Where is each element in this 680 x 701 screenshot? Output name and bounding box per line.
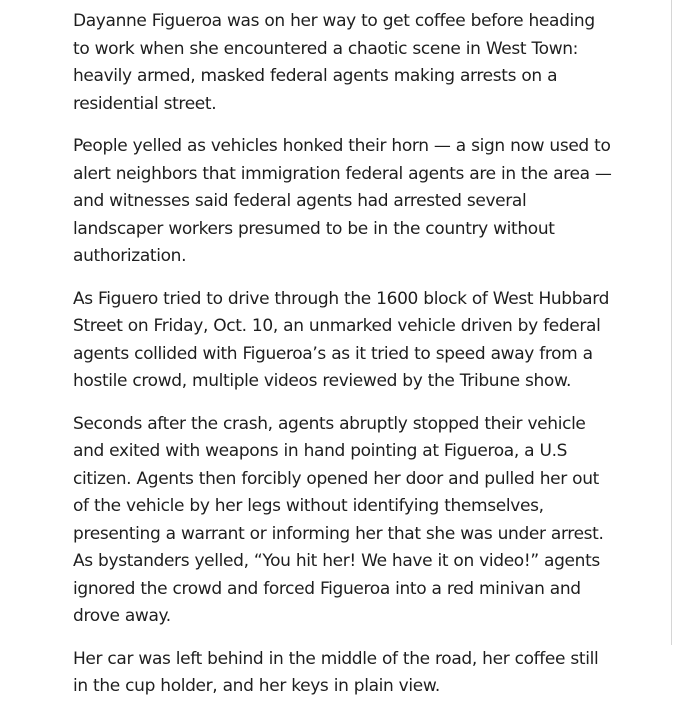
article-paragraph-2: People yelled as vehicles honked their horn — a sign now used to alert neighbors that immigration federal agents are in the area — and witnesses said federal agents had arrested several landscaper workers presumed to be in the country without authorization. (73, 136, 612, 266)
article-paragraph-1: Dayanne Figueroa was on her way to get coffee before heading to work when she encountered a chaotic scene in West Town: heavily armed, masked federal agents making arrests on a residential street. (73, 11, 595, 114)
article-paragraph-4: Seconds after the crash, agents abruptly stopped their vehicle and exited with weapons in hand pointing at Figueroa, a U.S citizen. Agents then forcibly opened her door and pulled her out of the vehicle by her legs without identifying themselves, presenting a warrant or informing her that she was under arrest. As bystanders yelled, “You hit her! We have it on video!” agents ignored the crowd and forced Figueroa into a red minivan and drove away. (73, 413, 604, 626)
article-paragraph-3: As Figuero tried to drive through the 1600 block of West Hubbard Street on Friday, Oct. 10, an unmarked vehicle driven by federal agents collided with Figueroa’s as it tried to speed away from a hostile crowd, multiple videos reviewed by the Tribune show. (73, 288, 610, 391)
article-paragraph-5: Her car was left behind in the middle of the road, her coffee still in the cup holder, and her keys in plain view. (73, 648, 599, 696)
